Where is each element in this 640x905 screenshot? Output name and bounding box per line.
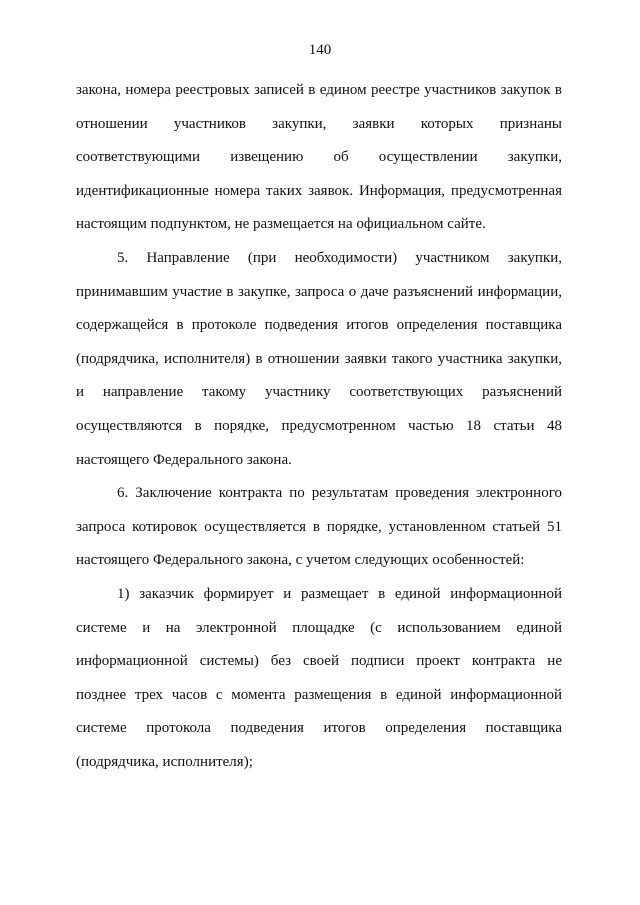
text-line: (подрядчика, исполнителя) в отношении заявки такого участника закупки, [76,350,562,367]
paragraph [76,80,562,248]
text-line: отношении участников закупки, заявки которых признаны [76,115,562,132]
text-line: системе протокола подведения итогов определения поставщика [76,720,562,737]
text-line: запроса котировок осуществляется в порядке, установленном статьей 51 [76,518,562,535]
paragraph [76,483,562,584]
paragraph [76,248,562,483]
text-line: осуществляются в порядке, предусмотренном частью 18 статьи 48 [76,417,562,434]
page-number: 140 [308,42,332,58]
paragraph [76,584,562,786]
text-line: закона, номера реестровых записей в едином реестре участников закупок в [76,82,562,98]
text-line: (подрядчика, исполнителя); [76,753,253,770]
text-line: содержащейся в протоколе подведения итогов определения поставщика [76,317,562,334]
text-line: настоящего Федерального закона. [76,451,292,468]
document-body [76,80,562,785]
text-line: системе и на электронной площадке (с использованием единой [76,619,562,636]
text-line: и направление такому участнику соответствующих разъяснений [76,384,562,401]
text-line: информационной системы) без своей подписи проект контракта не [76,653,562,670]
text-line: 1) заказчик формирует и размещает в единой информационной [117,585,562,602]
text-line: соответствующими извещению об осуществлении закупки, [76,149,562,166]
text-line: позднее трех часов с момента размещения в единой информационной [76,686,562,703]
text-line: 6. Заключение контракта по результатам проведения электронного [117,485,562,502]
text-line: 5. Направление (при необходимости) участником закупки, [117,249,562,266]
text-line: идентификационные номера таких заявок. Информация, предусмотренная [76,182,562,199]
text-line: настоящим подпунктом, не размещается на официальном сайте. [76,216,486,233]
text-line: настоящего Федерального закона, с учетом следующих особенностей: [76,552,525,569]
text-line: принимавшим участие в закупке, запроса о даче разъяснений информации, [76,283,562,300]
